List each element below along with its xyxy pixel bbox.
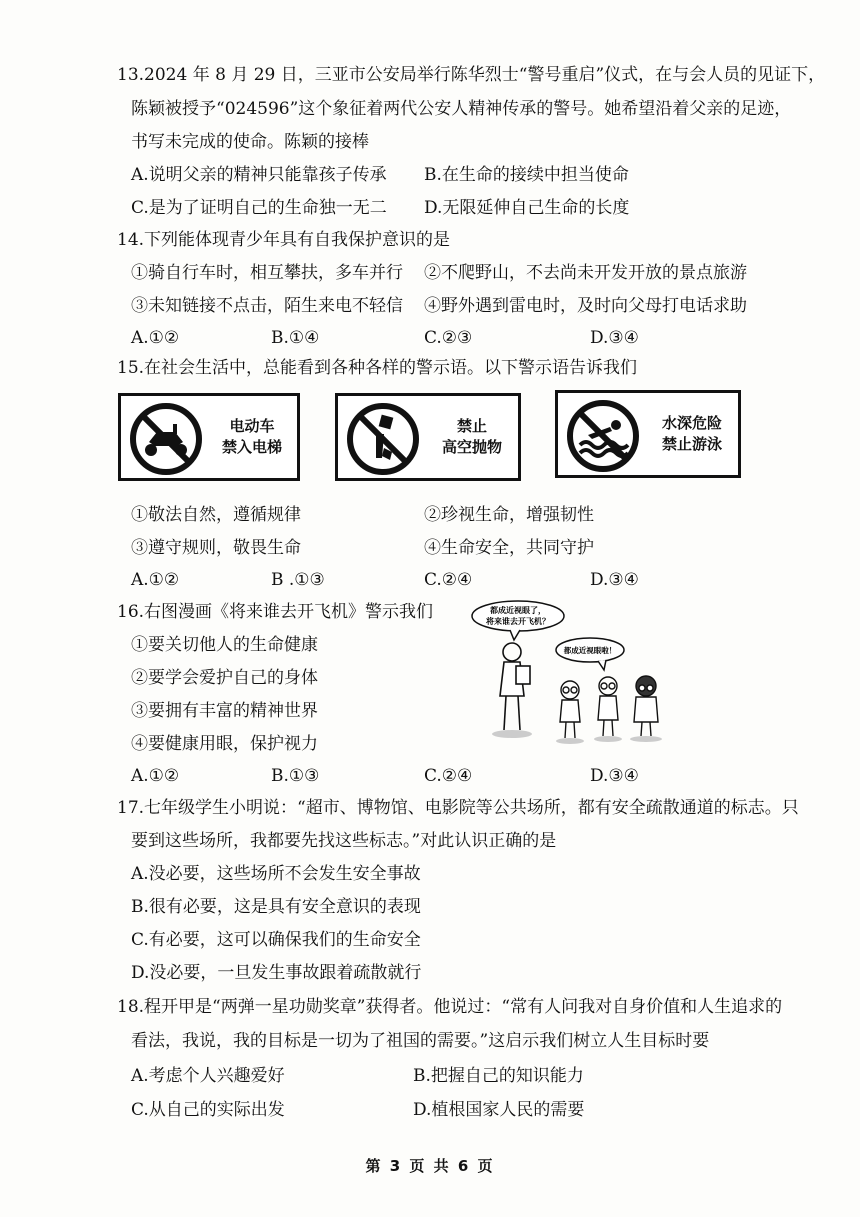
myopia-comic-illustration: [470, 600, 680, 750]
q18-option-a: A.考虑个人兴趣爱好: [131, 1066, 285, 1086]
no-throwing-icon: [346, 402, 420, 476]
sign-no-swimming: [555, 390, 741, 478]
q14-option-a: A.①②: [131, 328, 180, 348]
q15-item-3: ③遵守规则，敬畏生命: [131, 538, 301, 558]
q14-item-1: ①骑自行车时，相互攀扶，多车并行: [131, 263, 403, 283]
q17-stem-line2: 要到这些场所，我都要先找这些标志。”对此认识正确的是: [131, 831, 557, 851]
q13-stem-line3: 书写未完成的使命。陈颖的接棒: [131, 132, 369, 152]
sign-no-ebike-elevator: [118, 393, 300, 481]
q13-stem-line2: 陈颖被授予“024596”这个象征着两代公安人精神传承的警号。她希望沿着父亲的足迹，: [131, 99, 792, 119]
q18-option-b: B.把握自己的知识能力: [413, 1066, 584, 1086]
sign1-line1: 电动车: [229, 417, 275, 435]
q15-option-d: D.③④: [590, 570, 639, 590]
q13-option-a: A.说明父亲的精神只能靠孩子传承: [131, 165, 387, 185]
bubble2-text: 都成近视眼啦！: [563, 646, 617, 655]
q15-item-4: ④生命安全，共同守护: [424, 538, 594, 558]
q14-item-2: ②不爬野山，不去尚未开发开放的景点旅游: [424, 263, 747, 283]
q17-option-b: B.很有必要，这是具有安全意识的表现: [131, 897, 421, 917]
speech-bubble-teacher: [472, 601, 564, 640]
q17-stem-line1: 17.七年级学生小明说：“超市、博物馆、电影院等公共场所，都有安全疏散通道的标志。只: [117, 798, 799, 818]
q15-option-c: C.②④: [424, 570, 473, 590]
sign3-line1: 水深危险: [661, 414, 722, 432]
q16-option-b: B.①③: [271, 766, 320, 786]
q16-option-d: D.③④: [590, 766, 639, 786]
q16-item-1: ①要关切他人的生命健康: [131, 635, 318, 655]
q13-option-c: C.是为了证明自己的生命独一无二: [131, 198, 387, 218]
sign3-line2: 禁止游泳: [661, 435, 722, 453]
q16-stem: 16.右图漫画《将来谁去开飞机》警示我们: [117, 602, 434, 622]
speech-bubble-students: [556, 638, 624, 670]
q15-item-1: ①敬法自然，遵循规律: [131, 505, 301, 525]
q15-option-b: B .①③: [271, 570, 325, 590]
q18-option-d: D.植根国家人民的需要: [413, 1100, 585, 1120]
bubble1-line1: 都成近视眼了，: [490, 606, 546, 615]
q18-stem-line2: 看法，我说，我的目标是一切为了祖国的需要。”这启示我们树立人生目标时要: [131, 1031, 710, 1051]
q14-item-3: ③未知链接不点击，陌生来电不轻信: [131, 296, 403, 316]
q17-option-d: D.没必要，一旦发生事故跟着疏散就行: [131, 963, 422, 983]
q16-option-c: C.②④: [424, 766, 473, 786]
q13-stem-line1: 13.2024 年 8 月 29 日，三亚市公安局举行陈华烈士“警号重启”仪式，在与会人员的见证下，: [117, 65, 826, 85]
teacher-figure: [492, 643, 532, 738]
student-3: [630, 676, 662, 742]
sign2-line1: 禁止: [456, 417, 487, 435]
q15-option-a: A.①②: [131, 570, 180, 590]
q13-option-d: D.无限延伸自己生命的长度: [424, 198, 630, 218]
q18-stem-line1: 18.程开甲是“两弹一星功勋奖章”获得者。他说过：“常有人问我对自身价值和人生追求的: [117, 997, 783, 1017]
q18-option-c: C.从自己的实际出发: [131, 1100, 285, 1120]
q14-stem: 14.下列能体现青少年具有自我保护意识的是: [117, 230, 451, 250]
no-ebike-icon: [129, 402, 203, 476]
sign2-line2: 高空抛物: [441, 438, 502, 456]
student-1: [556, 681, 584, 744]
q16-item-4: ④要健康用眼，保护视力: [131, 734, 318, 754]
q15-stem: 15.在社会生活中，总能看到各种各样的警示语。以下警示语告诉我们: [117, 358, 638, 378]
q13-option-b: B.在生命的接续中担当使命: [424, 165, 629, 185]
q16-item-2: ②要学会爱护自己的身体: [131, 668, 318, 688]
q14-option-d: D.③④: [590, 328, 639, 348]
q14-option-c: C.②③: [424, 328, 473, 348]
q16-item-3: ③要拥有丰富的精神世界: [131, 701, 318, 721]
no-swimming-icon: [566, 399, 640, 473]
bubble1-line2: 将来谁去开飞机？: [486, 617, 550, 626]
page-number-footer: 第 3 页 共 6 页: [365, 1157, 495, 1175]
q15-item-2: ②珍视生命，增强韧性: [424, 505, 594, 525]
q14-option-b: B.①④: [271, 328, 320, 348]
student-2: [594, 677, 622, 742]
sign-no-throwing: [335, 393, 521, 481]
q16-option-a: A.①②: [131, 766, 180, 786]
q17-option-a: A.没必要，这些场所不会发生安全事故: [131, 864, 421, 884]
sign1-line2: 禁入电梯: [221, 438, 282, 456]
q17-option-c: C.有必要，这可以确保我们的生命安全: [131, 930, 421, 950]
q14-item-4: ④野外遇到雷电时，及时向父母打电话求助: [424, 296, 747, 316]
